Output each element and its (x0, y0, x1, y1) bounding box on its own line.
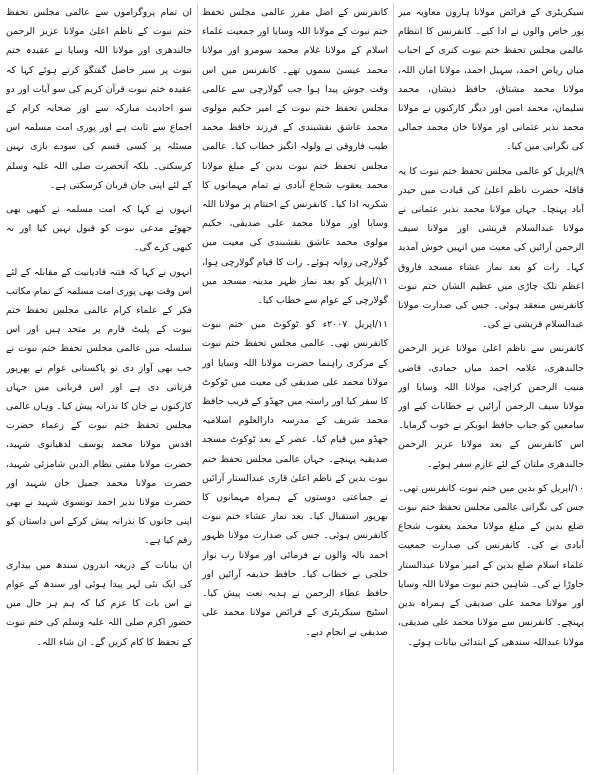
paragraph: ۱۰/اپریل کو بدین میں ختم نبوت کانفرنس تھی۔ جس کی نگرانی عالمی مجلس تحفظ ختم نبوت ضلع بدین کے مبلغ مولانا محمد یعقوب شجاع آبادی نے کی۔ کانفرنس کی صدارت جمعیت علماء اسلام ضلع بدین کے امیر مولانا عبدالستار جاوڑا نے کی۔ شاہین ختم نبوت مولانا اللہ وسایا اور مولانا محمد علی صدیقی کے ہمراہ بدین پہنچے۔ کانفرنس سے مولانا محمد علی صدیقی، مولانا عبداللہ سندھی کے ابتدائی بیانات ہوئے۔ (398, 482, 584, 648)
paragraph: انہوں نے کہا کہ امت مسلمہ نے کبھی بھی جھوٹے مدعی نبوت کو قبول نہیں کیا اور نہ کبھی کرے گی۔ (6, 204, 192, 254)
paragraph: ۹/اپریل کو عالمی مجلس تحفظ ختم نبوت کا یہ قافلہ حضرت ناظم اعلیٰ کی قیادت میں حیدر آباد پہنچا۔ جہاں مولانا محمد نذیر عثمانی نے مولانا عبدالسلام قریشی اور مولانا سیف الرحمن آرائیں کی معیت میں انہیں خوش آمدید کہا۔ رات کو بعد نماز عشاء مسجد فاروق اعظم تلک چاڑی میں عظیم الشان ختم نبوت کانفرنس منعقد ہوئی۔ جس کی صدارت مولانا عبدالسلام قریشی نے کی۔ (398, 165, 584, 331)
column-right (398, 3, 584, 773)
column-left (6, 3, 192, 773)
column-divider (197, 3, 198, 773)
paragraph: ان تمام پروگراموں سے عالمی مجلس تحفظ ختم نبوت کے ناظم اعلیٰ مولانا عزیز الرحمن جالندھری اور مولانا اللہ وسایا نے عقیدہ ختم نبوت پر سیر حاصل گفتگو کرتے ہوئے کہا کہ عقیدہ ختم نبوت قرآن کریم کی سو آیات اور دو سو احادیث مبارکہ سے اور صحابہ کرام کے اجماع سے ثابت ہے اور پوری امت مسلمہ اس مسئلہ پر کسی قسم کی سودے بازی نہیں کرسکتی۔ بلکہ آنحضرت صلی اللہ علیہ وسلم کے لئے اپنی جان قربان کرسکتی ہے۔ (6, 7, 192, 191)
column-middle (202, 3, 388, 773)
column-divider (393, 3, 394, 773)
paragraph: کانفرنس کے اصل مقرر عالمی مجلس تحفظ ختم نبوت کے مولانا اللہ وسایا اور جمعیت علماء اسلام کے مولانا غلام محمد سومرو اور مولانا محمد عیسیٰ سموں تھے۔ کانفرنس میں اس وقت جوش پیدا ہوا جب گولارچی سے عالمی مجلس تحفظ ختم نبوت کے امیر حکیم مولوی محمد عاشق نقشبندی کے فرزند حافظ محمد طیب فاروقی نے ولولہ انگیز خطاب کیا۔ عالمی مجلس تحفظ ختم نبوت بدین کے مبلغ مولانا محمد یعقوب شجاع آبادی نے تمام مہمانوں کا شکریہ ادا کیا۔ کانفرنس کے اختتام پر مولانا اللہ وسایا اور مولانا محمد علی صدیقی، حکیم مولوی محمد عاشق نقشبندی کی معیت میں گولارچی روانہ ہوئے۔ رات کا قیام گولارچی ہوا، ۱۱/اپریل کو بعد نماز ظہر مدینہ مسجد میں گولارچی کے عوام سے خطاب کیا۔ (202, 7, 388, 307)
paragraph: ان بیانات کے ذریعہ اندرون سندھ میں بیداری کی ایک نئی لہر پیدا ہوئی اور سندھ کے عوام نے اس بات کا عزم کیا کہ ہم ہر حال میں حضور اکرم صلی اللہ علیہ وسلم کی ختم نبوت کے تحفظ کا کام کریں گے۔ ان شاء اللہ۔ (6, 559, 192, 648)
paragraph: کانفرنس سے ناظم اعلیٰ مولانا عزیز الرحمن جالندھری، علامہ احمد میاں حمادی، قاضی منیب الرحمن کراچی، مولانا اللہ وسایا اور مولانا سیف الرحمن آرائیں نے خطابات کیے اور سامعین کو جناب حافظ ابوبکر نے خوب گرمایا۔ اس کانفرنس کے بعد مولانا عزیز الرحمن جالندھری ملتان کے لئے عازم سفر ہوئے۔ (398, 343, 584, 470)
paragraph: انہوں نے کہا کہ فتنہ قادیانیت کے مقابلہ کے لئے اس وقت بھی پوری امت مسلمہ کے تمام مکاتب فکر کے علماء کرام عالمی مجلس تحفظ ختم نبوت کے پلیٹ فارم پر متحد ہیں اور اس سلسلہ میں عالمی مجلس تحفظ ختم نبوت نے جب بھی آواز دی تو پاکستانی عوام نے بھرپور قربانی دی ہے اور اس قربانی میں جہاں کارکنوں نے جان کا نذرانہ پیش کیا۔ وہاں عالمی مجلس تحفظ ختم نبوت کے زعماء حضرت اقدس مولانا محمد یوسف لدھیانوی شہید، حضرت مولانا مفتی نظام الدین شامزئی شہید، حضرت مولانا محمد جمیل خان شہید اور حضرت مولانا نذیر احمد تونسوی شہید نے بھی اپنی جانوں کا نذرانہ پیش کرکے اس داستان کو رقم کیا ہے۔ (6, 266, 192, 547)
paragraph: ۱۱/اپریل ۲۰۰۷ء کو ٹوکوٹ میں ختم نبوت کانفرنس تھی۔ عالمی مجلس تحفظ ختم نبوت کے مرکزی راہنما حضرت مولانا اللہ وسایا اور مولانا محمد علی صدیقی کی معیت میں ٹوکوٹ کا سفر کیا اور راستہ میں جھڈو کے قریب حافظ محمد شریف کے مدرسہ دارالعلوم اسلامیہ جھڈو میں قیام کیا۔ عصر کے بعد ٹوکوٹ مسجد صدیقیہ پہنچے۔ جہاں عالمی مجلس تحفظ ختم نبوت بدین کے ناظم اعلیٰ قاری عبدالستار آرائیں نے جماعتی دوستوں کے ہمراہ مہمانوں کا بھرپور استقبال کیا۔ بعد نماز عشاء ختم نبوت کانفرنس ہوئی۔ جس کی صدارت مولانا ظہور احمد بالہ والوں نے فرمائی اور مولانا رب نواز خلجی نے خطاب کیا۔ حافظ حذیفہ آرائیں اور حافظ عطاء الرحمن نے ہدیہ نعت پیش کیا۔ اسٹیج سیکریٹری کے فرائض مولانا محمد علی صدیقی نے انجام دیے۔ (202, 319, 388, 638)
paragraph: سیکریٹری کے فرائض مولانا ہارون معاویہ میر پور خاص والوں نے ادا کیے۔ کانفرنس کا انتظام عالمی مجلس تحفظ ختم نبوت کنری کے احباب میاں ریاض احمد، سہیل احمد، مولانا امان اللہ، مولانا محمد مشتاق، حافظ ذیشان، محمد سلیمان، محمد امین اور دیگر کارکنوں نے مولانا محمد نذیر عثمانی اور مولانا خان محمد جمالی کی نگرانی میں کیا۔ (398, 7, 584, 153)
